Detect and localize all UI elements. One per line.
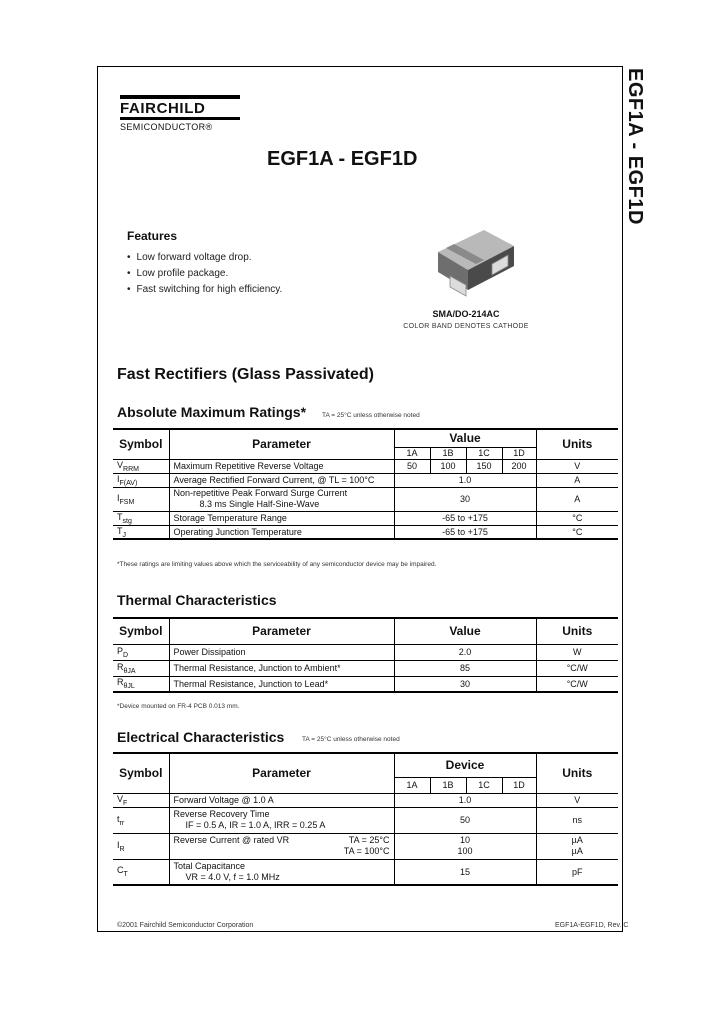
device-col: 1A — [394, 447, 430, 459]
footer-copyright: ©2001 Fairchild Semiconductor Corporation — [117, 922, 254, 929]
table-row: $I_{FSM}$ Non-repetitive Peak Forward Surge Current 8.3 ms Single Half-Sine-Wave 30 A — [113, 487, 618, 511]
table-row: $R_{\theta JA}$ Thermal Resistance, Junction to Ambient* 85 °C/W — [113, 660, 618, 676]
sma-package-image — [432, 224, 518, 300]
features-list — [127, 250, 282, 298]
section-title: Fast Rectifiers (Glass Passivated) — [117, 366, 375, 383]
device-col: 1A — [394, 777, 430, 793]
device-col: 1B — [430, 447, 466, 459]
table-row: $V_F$ Forward Voltage @ 1.0 A 1.0 V — [113, 793, 618, 807]
side-title: EGF1A - EGF1D — [624, 68, 646, 225]
package-label: SMA/DO-214AC — [432, 309, 500, 319]
absolute-ratings-note: TA = 25°C unless otherwise noted — [322, 412, 420, 419]
table-row: $V_{RRM}$ Maximum Repetitive Reverse Voltage 50 100 150 200 V — [113, 459, 618, 473]
col-symbol: Symbol — [113, 753, 169, 793]
col-parameter: Parameter — [169, 618, 394, 644]
device-col: 1C — [466, 777, 502, 793]
col-parameter: Parameter — [169, 429, 394, 459]
table-row: $T_{stg}$ Storage Temperature Range -65 to +175 °C — [113, 511, 618, 525]
footer-revision: EGF1A-EGF1D, Rev. C — [555, 922, 629, 929]
device-col: 1C — [466, 447, 502, 459]
device-col: 1D — [502, 447, 536, 459]
col-units: Units — [536, 618, 618, 644]
table-row: $C_T$ Total Capacitance VR = 4.0 V, f = 1.0 MHz 15 pF — [113, 859, 618, 885]
device-col: 1B — [430, 777, 466, 793]
page-title: EGF1A - EGF1D — [267, 148, 418, 170]
col-value: Value — [394, 618, 536, 644]
table-row: $I_{F(AV)}$ Average Rectified Forward Current, @ TL = 100°C 1.0 A — [113, 473, 618, 487]
features-heading: Features — [127, 229, 178, 243]
list-item: • Low profile package. — [127, 266, 282, 282]
absolute-ratings-heading: Absolute Maximum Ratings* — [117, 404, 307, 420]
table-row: $I_R$ Reverse Current @ rated VR TA = 25°C TA = 100°C 10 100 µA µA — [113, 833, 618, 859]
logo-word: FAIRCHILD — [120, 100, 206, 117]
table-row: $t_{rr}$ Reverse Recovery Time IF = 0.5 A, IR = 1.0 A, IRR = 0.25 A 50 ns — [113, 807, 618, 833]
list-item: • Low forward voltage drop. — [127, 250, 282, 266]
thermal-heading: Thermal Characteristics — [117, 592, 277, 608]
table-row: $P_D$ Power Dissipation 2.0 W — [113, 644, 618, 660]
col-device: Device — [394, 753, 536, 777]
col-symbol: Symbol — [113, 429, 169, 459]
list-item: • Fast switching for high efficiency. — [127, 282, 282, 298]
electrical-table — [113, 752, 618, 886]
col-units: Units — [536, 429, 618, 459]
absolute-footnote: *These ratings are limiting values above which the serviceability of any semiconductor device may be impaired. — [117, 561, 437, 568]
package-note: COLOR BAND DENOTES CATHODE — [403, 323, 529, 330]
col-units: Units — [536, 753, 618, 793]
electrical-note: TA = 25°C unless otherwise noted — [302, 736, 400, 743]
logo-sub: SEMICONDUCTOR® — [120, 122, 213, 132]
thermal-footnote: *Device mounted on FR-4 PCB 0.013 mm. — [117, 703, 240, 710]
device-col: 1D — [502, 777, 536, 793]
absolute-ratings-table — [113, 428, 618, 540]
col-symbol: Symbol — [119, 624, 163, 639]
col-parameter: Parameter — [169, 753, 394, 793]
table-row: $R_{\theta JL}$ Thermal Resistance, Junction to Lead* 30 °C/W — [113, 676, 618, 692]
table-row: $T_J$ Operating Junction Temperature -65 to +175 °C — [113, 525, 618, 539]
electrical-heading: Electrical Characteristics — [117, 729, 285, 745]
thermal-table — [113, 617, 618, 693]
fairchild-logo — [120, 95, 240, 132]
col-value: Value — [394, 429, 536, 447]
